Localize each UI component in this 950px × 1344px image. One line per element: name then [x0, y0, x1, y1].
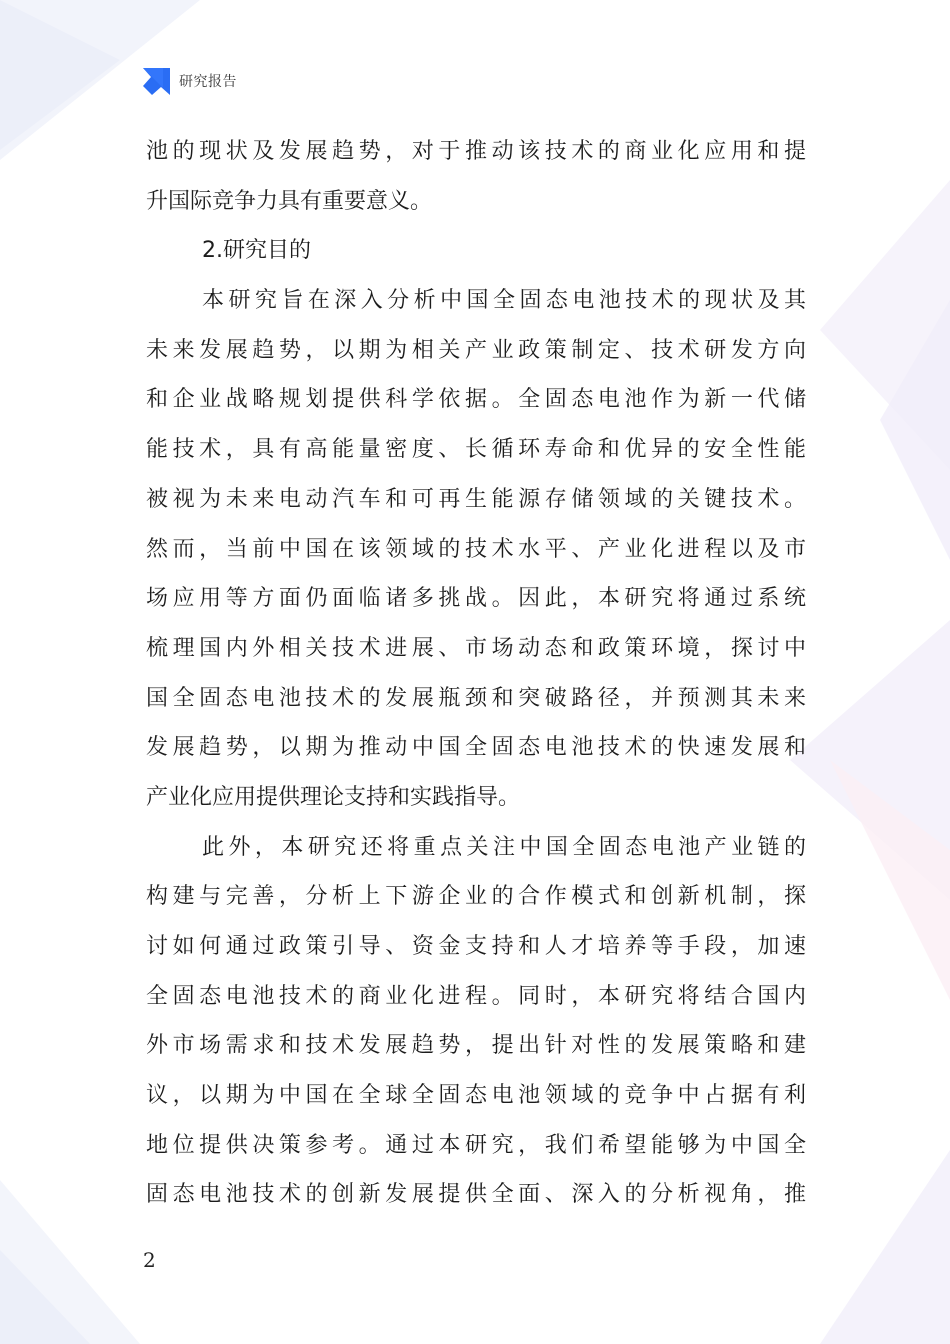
arrow-up-right-logo-icon: [143, 68, 170, 95]
document-body: [146, 127, 806, 1220]
paragraph-line: 本研究旨在深入分析中国全固态电池技术的现状及其: [202, 288, 806, 314]
paragraph-line: 被视为未来电动汽车和可再生能源存储领域的关键技术。: [146, 486, 806, 512]
paragraph-line: 全固态电池技术的商业化进程。同时，本研究将结合国内: [146, 983, 806, 1009]
paragraph-line: 产业化应用提供理论支持和实践指导。: [146, 784, 521, 810]
paragraph-line: 和企业战略规划提供科学依据。全固态电池作为新一代储: [146, 387, 806, 413]
paragraph-line: 升国际竞争力具有重要意义。: [146, 188, 433, 214]
paragraph-line: 固态电池技术的创新发展提供全面、深入的分析视角，推: [146, 1182, 806, 1208]
section-heading: 2.研究目的: [202, 238, 311, 264]
paragraph-line: 地位提供决策参考。通过本研究，我们希望能够为中国全: [146, 1132, 806, 1158]
paragraph-line: 发展趋势，以期为推动中国全固态电池技术的快速发展和: [146, 735, 806, 761]
paragraph-line: 议，以期为中国在全球全固态电池领域的竞争中占据有利: [146, 1083, 806, 1109]
header-title: 研究报告: [179, 74, 237, 90]
report-header: [143, 66, 237, 96]
paragraph-line: 国全固态电池技术的发展瓶颈和突破路径，并预测其未来: [146, 685, 806, 711]
paragraph-line: 场应用等方面仍面临诸多挑战。因此，本研究将通过系统: [146, 586, 806, 612]
paragraph-line: 讨如何通过政策引导、资金支持和人才培养等手段，加速: [146, 934, 806, 959]
paragraph-line: 能技术，具有高能量密度、长循环寿命和优异的安全性能: [146, 437, 806, 463]
paragraph-line: 未来发展趋势，以期为相关产业政策制定、技术研发方向: [146, 337, 806, 363]
paragraph-line: 外市场需求和技术发展趋势，提出针对性的发展策略和建: [146, 1033, 806, 1059]
paragraph-line: 梳理国内外相关技术进展、市场动态和政策环境，探讨中: [146, 635, 806, 661]
paragraph-line: 构建与完善，分析上下游企业的合作模式和创新机制，探: [146, 884, 806, 910]
paragraph-line: 然而，当前中国在该领域的技术水平、产业化进程以及市: [146, 536, 806, 562]
page-number: 2: [143, 1248, 156, 1272]
paragraph-line: 此外，本研究还将重点关注中国全固态电池产业链的: [202, 834, 806, 860]
paragraph-line: 池的现状及发展趋势，对于推动该技术的商业化应用和提: [146, 139, 806, 164]
